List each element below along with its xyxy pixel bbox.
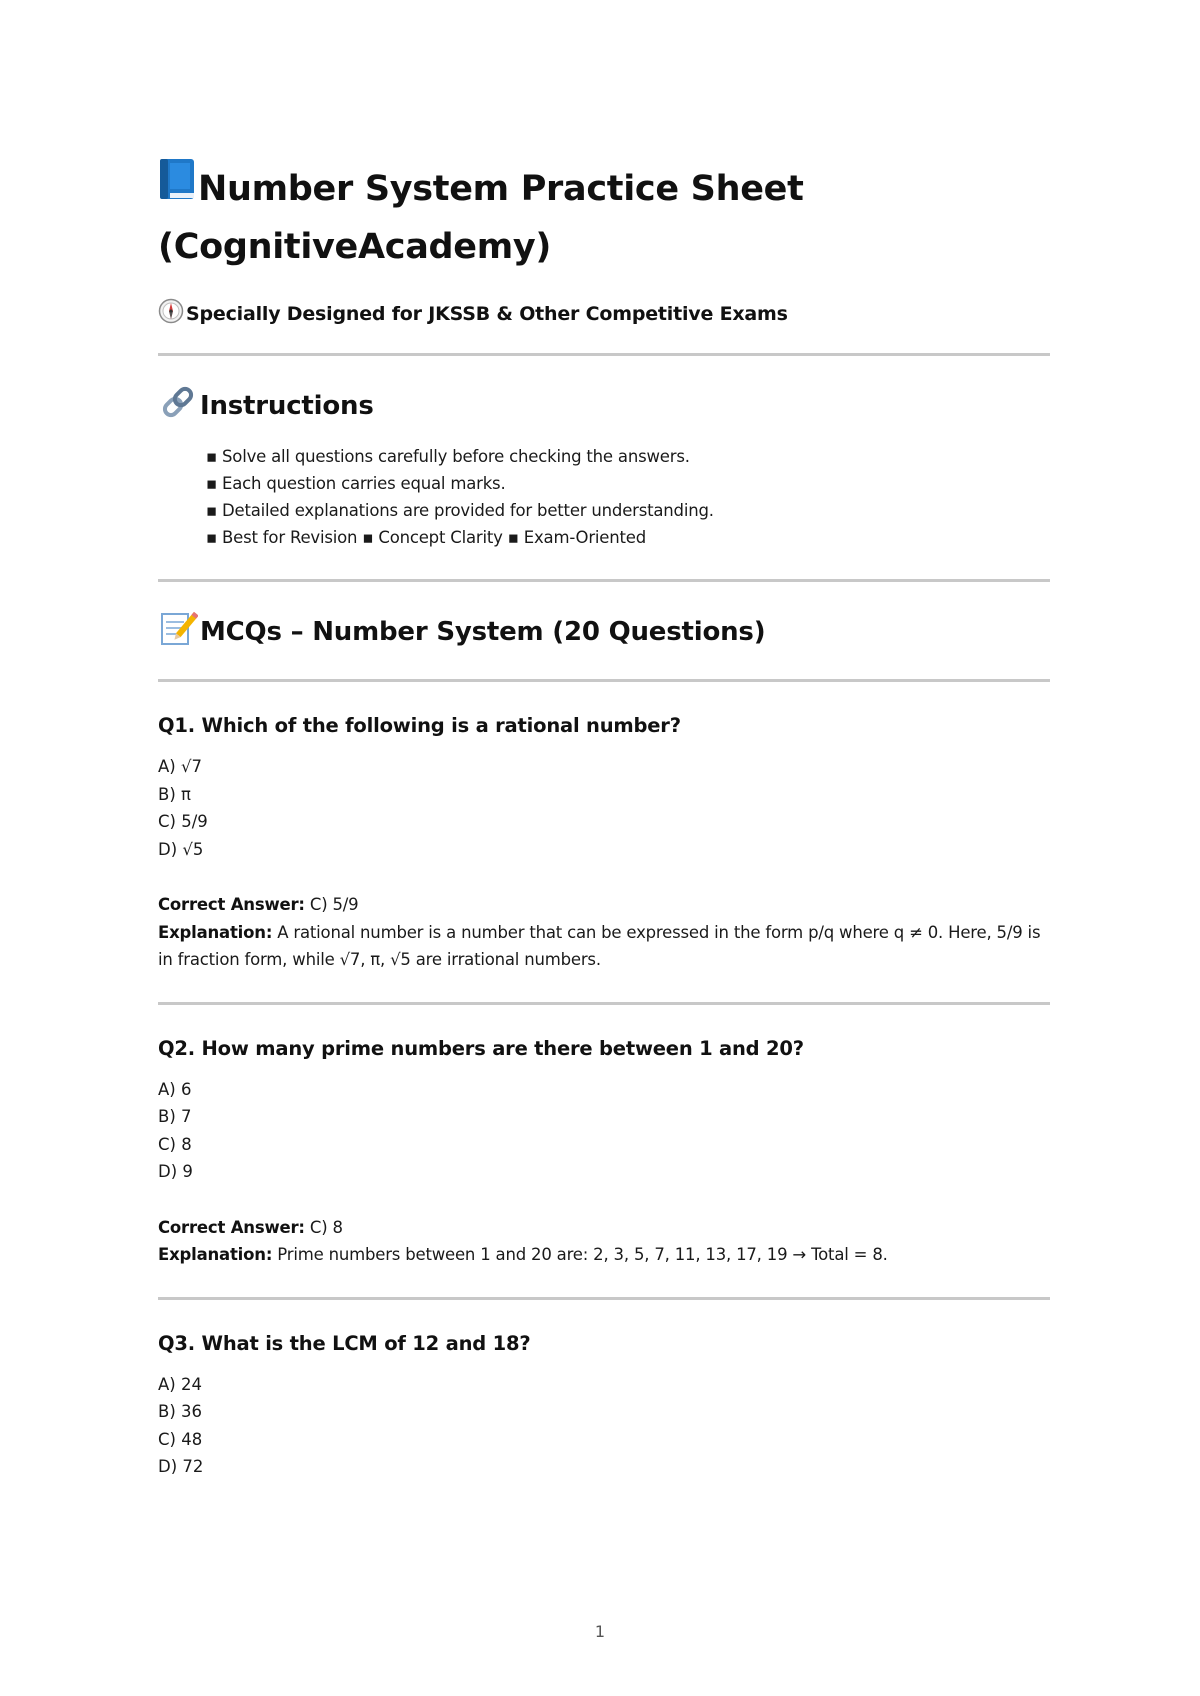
option: B) π (158, 784, 191, 804)
blue-book-icon (158, 157, 198, 217)
link-icon (158, 382, 198, 429)
explanation (158, 1241, 1050, 1269)
title-line-1: Number System Practice Sheet (198, 169, 804, 209)
option: D) √5 (158, 839, 204, 859)
option: C) 5/9 (158, 812, 208, 831)
question-block (158, 714, 1050, 974)
correct-answer-label: Correct Answer: (158, 895, 305, 914)
correct-answer-value: C) 5/9 (304, 895, 359, 914)
option: A) 24 (158, 1374, 202, 1394)
options-list (158, 1076, 1050, 1186)
mcqs-heading-text: MCQs – Number System (20 Questions) (200, 616, 766, 647)
divider (158, 1002, 1050, 1005)
question-title: Q2. How many prime numbers are there between 1 and 20? (158, 1036, 804, 1060)
option: C) 8 (158, 1134, 192, 1154)
divider (158, 1297, 1050, 1300)
options-list (158, 753, 1050, 863)
option: B) 7 (158, 1107, 192, 1126)
correct-answer (158, 1214, 1050, 1242)
answer-block (158, 891, 1050, 974)
question-title: Q3. What is the LCM of 12 and 18? (158, 1331, 531, 1355)
divider (158, 679, 1050, 682)
instructions-heading-text: Instructions (200, 390, 374, 421)
option: A) √7 (158, 757, 202, 776)
instructions-list (206, 443, 1050, 551)
explanation (158, 919, 1050, 974)
compass-icon (158, 298, 184, 329)
question-block (158, 1332, 1050, 1481)
option: C) 48 (158, 1429, 203, 1449)
answer-block (158, 1214, 1050, 1269)
page-number: 1 (594, 1622, 606, 1641)
instruction-item: ▪ Best for Revision ▪ Concept Clarity ▪ Exam-Oriented (206, 528, 646, 547)
question-title: Q1. Which of the following is a rational number? (158, 714, 681, 737)
explanation-text: A rational number is a number that can be expressed in the form p/q where q ≠ 0. Here, 5/9 is in fraction form, while √7, π, √5 are irrational numbers. (158, 922, 1041, 969)
instructions-heading (158, 382, 1050, 429)
title-line-2: (CognitiveAcademy) (158, 227, 552, 267)
instruction-item: ▪ Solve all questions carefully before checking the answers. (206, 447, 690, 466)
mcqs-heading (158, 608, 1050, 655)
correct-answer (158, 891, 1050, 919)
option: B) 36 (158, 1402, 202, 1421)
instruction-item: ▪ Detailed explanations are provided for better understanding. (206, 501, 714, 520)
option: A) 6 (158, 1079, 192, 1099)
option: D) 9 (158, 1162, 193, 1181)
options-list (158, 1371, 1050, 1481)
document-page (158, 160, 1050, 1481)
subtitle (158, 298, 1050, 329)
explanation-text: Prime numbers between 1 and 20 are: 2, 3, 5, 7, 11, 13, 17, 19 → Total = 8. (272, 1245, 888, 1264)
option: D) 72 (158, 1457, 204, 1476)
explanation-label: Explanation: (158, 1245, 273, 1264)
divider (158, 579, 1050, 582)
subtitle-text: Specially Designed for JKSSB & Other Competitive Exams (186, 302, 788, 325)
question-block (158, 1037, 1050, 1269)
page-title (158, 160, 1050, 274)
explanation-label: Explanation: (158, 922, 273, 942)
instruction-item: ▪ Each question carries equal marks. (206, 474, 506, 493)
divider (158, 353, 1050, 356)
correct-answer-label: Correct Answer: (158, 1217, 305, 1237)
correct-answer-value: C) 8 (304, 1217, 343, 1237)
memo-icon (158, 608, 198, 655)
